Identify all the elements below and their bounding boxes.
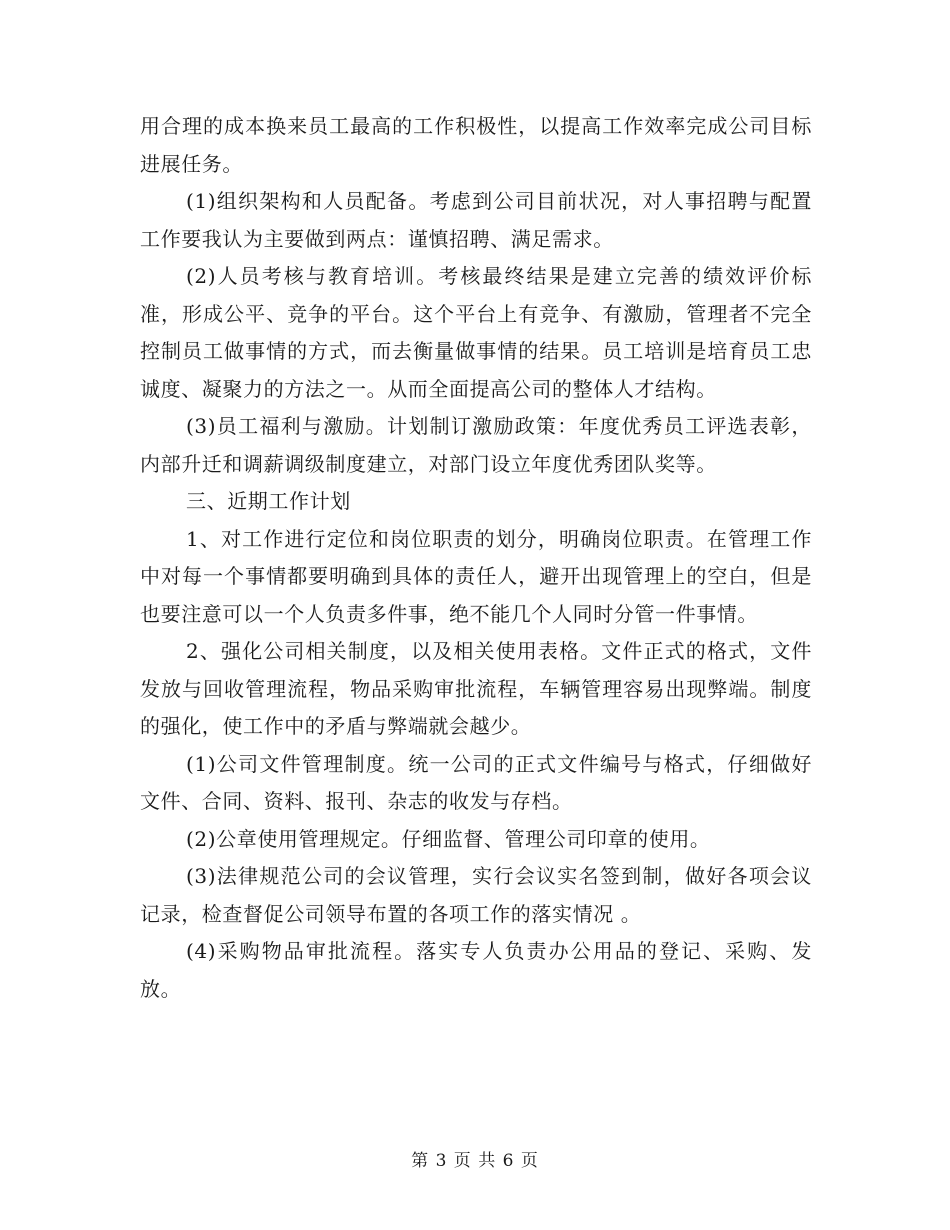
paragraph-continuation: 用合理的成本换来员工最高的工作积极性，以提高工作效率完成公司目标进展任务。	[140, 114, 812, 176]
paragraph-plan-item-1: 1、对工作进行定位和岗位职责的划分，明确岗位职责。在管理工作中对每一个事情都要明确到具体的责任人，避开出现管理上的空白，但是也要注意可以一个人负责多件事，绝不能几个人同时分管一件事情。	[140, 526, 812, 626]
paragraph-seal-usage: (2)公章使用管理规定。仔细监督、管理公司印章的使用。	[186, 826, 711, 851]
paragraph-assessment-training: (2)人员考核与教育培训。考核最终结果是建立完善的绩效评价标准，形成公平、竞争的平台。这个平台上有竞争、有激励，管理者不完全控制员工做事情的方式，而去衡量做事情的结果。员工培训是培育员工忠诚度、凝聚力的方法之一。从而全面提高公司的整体人才结构。	[140, 264, 812, 401]
page-number-footer: 第 3 页 共 6 页	[411, 1151, 539, 1171]
paragraph-plan-item-2: 2、强化公司相关制度，以及相关使用表格。文件正式的格式，文件发放与回收管理流程，物品采购审批流程，车辆管理容易出现弊端。制度的强化，使工作中的矛盾与弊端就会越少。	[140, 639, 812, 738]
paragraph-procurement: (4)采购物品审批流程。落实专人负责办公用品的登记、采购、发放。	[140, 939, 812, 1001]
section-heading: 三、近期工作计划	[186, 489, 351, 513]
paragraph-welfare-incentive: (3)员工福利与激励。计划制订激励政策：年度优秀员工评选表彰，内部升迁和调薪调级制度建立，对部门设立年度优秀团队奖等。	[140, 414, 812, 476]
paragraph-org-structure: (1)组织架构和人员配备。考虑到公司目前状况，对人事招聘与配置工作要我认为主要做到两点：谨慎招聘、满足需求。	[140, 189, 812, 251]
paragraph-meeting-management: (3)法律规范公司的会议管理，实行会议实名签到制，做好各项会议记录，检查督促公司领导布置的各项工作的落实情况 。	[140, 864, 812, 926]
paragraph-file-management: (1)公司文件管理制度。统一公司的正式文件编号与格式，仔细做好文件、合同、资料、报刊、杂志的收发与存档。	[140, 751, 812, 813]
document-body	[140, 108, 812, 1008]
